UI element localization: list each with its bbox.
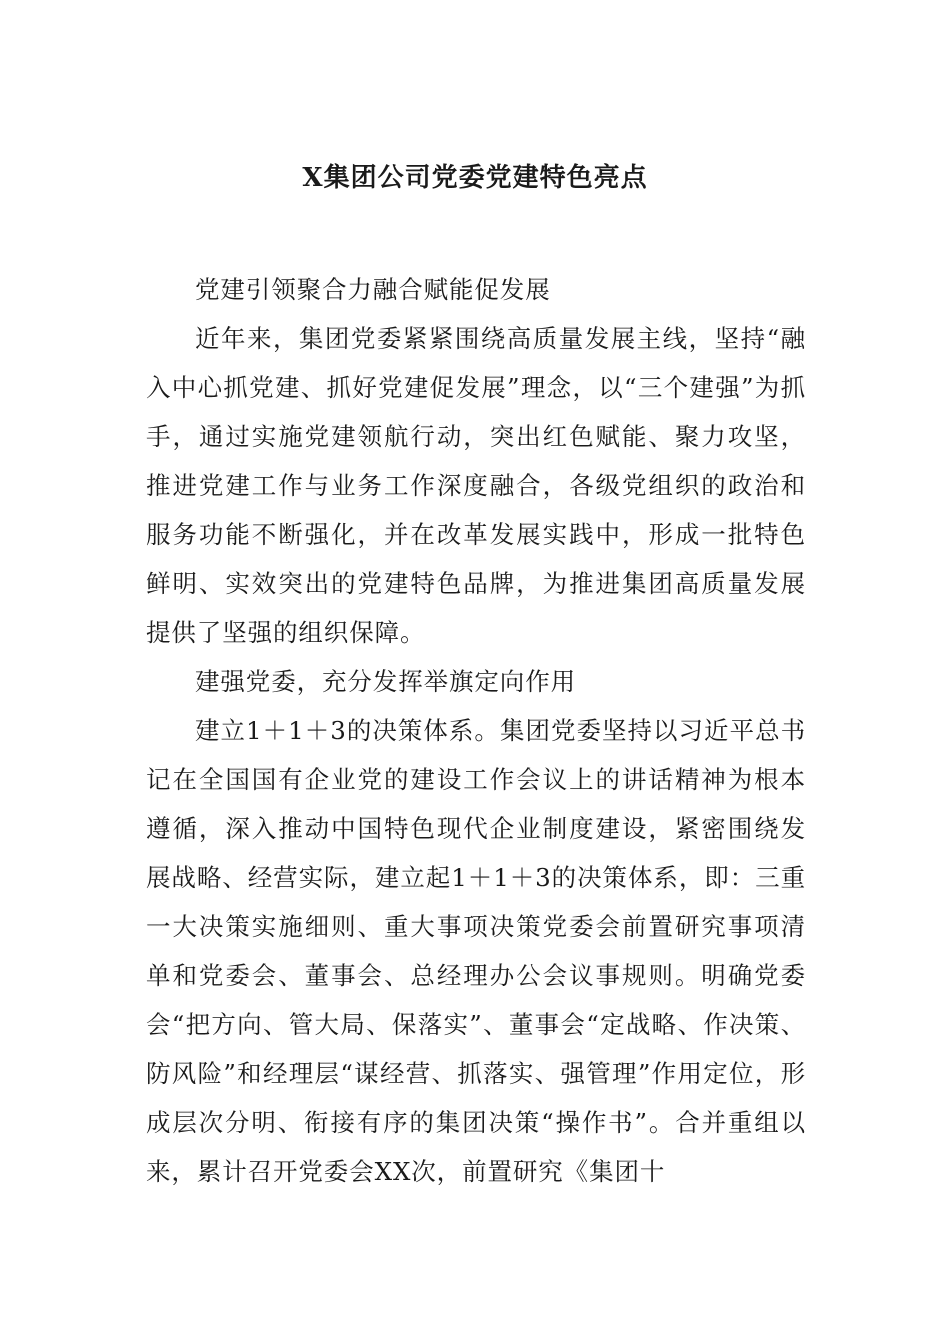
document-subtitle: 党建引领聚合力融合赋能促发展 xyxy=(195,275,551,304)
document-title: X集团公司党委党建特色亮点 xyxy=(302,163,648,193)
intro-paragraph: 近年来，集团党委紧紧围绕高质量发展主线，坚持“融入中心抓党建、抓好党建促发展”理念，以“三个建强”为抓手，通过实施党建领航行动，突出红色赋能、聚力攻坚，推进党建工作与业务工作深度融合，各级党组织的政治和服务功能不断强化，并在改革发展实践中，形成一批特色鲜明、实效突出的党建特色品牌，为推进集团高质量发展提供了坚强的组织保障。 xyxy=(146,324,806,647)
section-heading: 建强党委，充分发挥举旗定向作用 xyxy=(195,667,576,696)
document-body xyxy=(146,265,806,1196)
section-paragraph: 建立1＋1＋3的决策体系。集团党委坚持以习近平总书记在全国国有企业党的建设工作会议上的讲话精神为根本遵循，深入推动中国特色现代企业制度建设，紧密围绕发展战略、经营实际，建立起1＋1＋3的决策体系，即：三重一大决策实施细则、重大事项决策党委会前置研究事项清单和党委会、董事会、总经理办公会议事规则。明确党委会“把方向、管大局、保落实”、董事会“定战略、作决策、防风险”和经理层“谋经营、抓落实、强管理”作用定位，形成层次分明、衔接有序的集团决策“操作书”。合并重组以来，累计召开党委会XX次，前置研究《集团十 xyxy=(146,716,806,1186)
